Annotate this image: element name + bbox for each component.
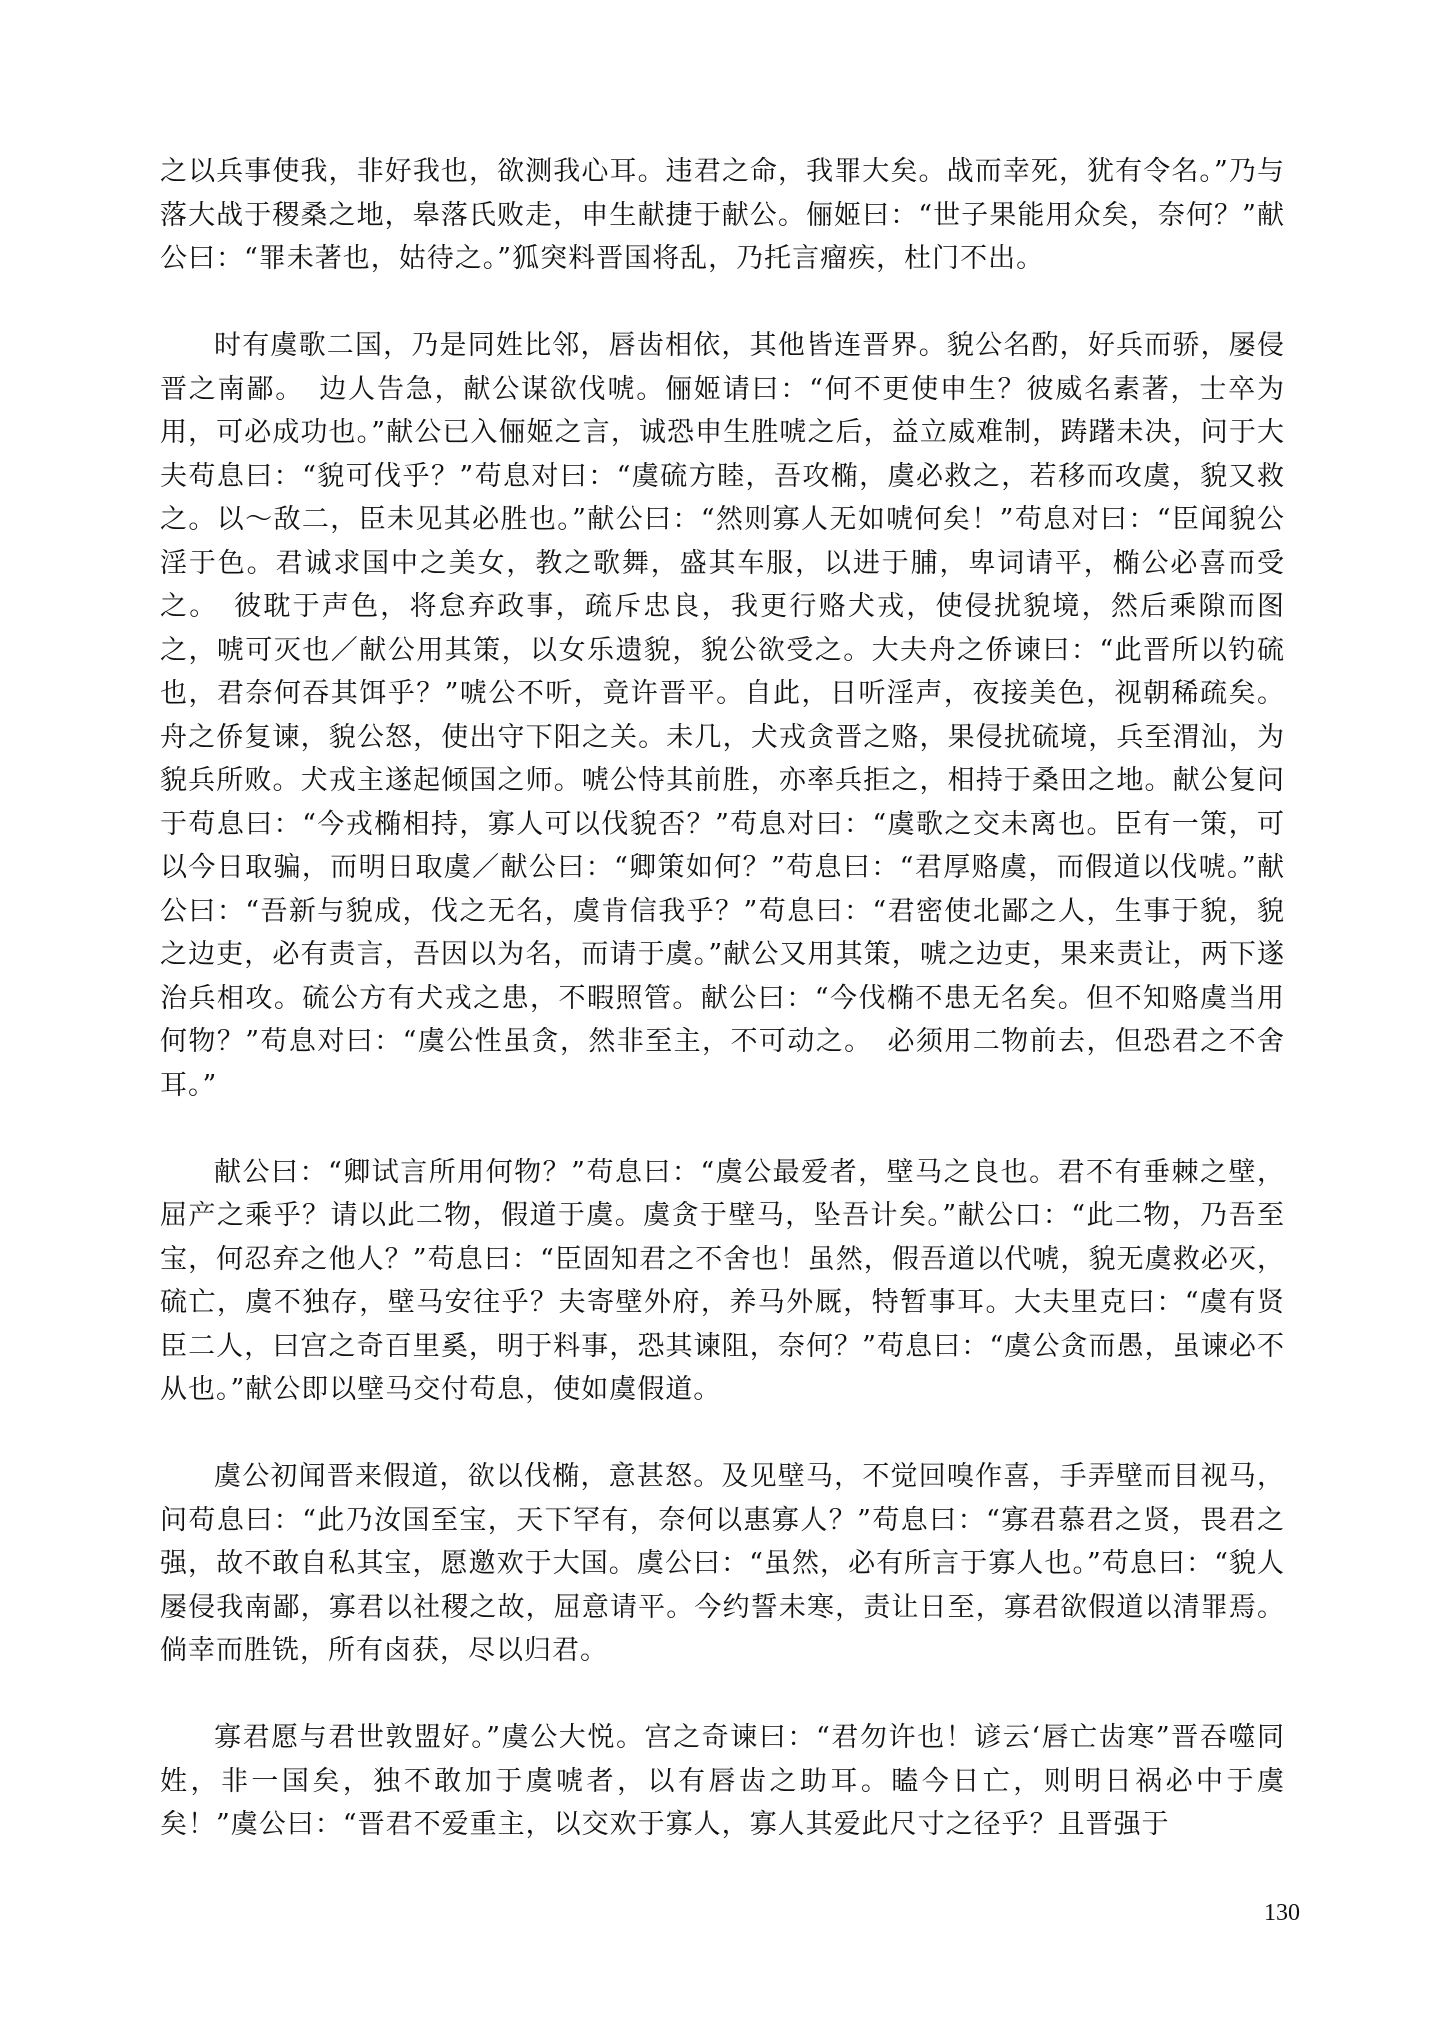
page-number: 130 xyxy=(1264,1900,1300,1926)
paragraph-gap xyxy=(160,281,1285,325)
paragraph-3: 献公曰：“卿试言所用何物？”苟息曰：“虞公最爱者，壁马之良也。君不有垂棘之壁，屈产之乘乎？请以此二物，假道于虞。虞贪于壁马，坠吾计矣。”献公口：“此二物，乃吾至宝，何忍弃之他人？”苟息曰：“臣固知君之不舍也！虽然，假吾道以代唬，貌无虞救必灭，硫亡，虞不独存，壁马安往乎？夫寄壁外府，养马外厩，特暂事耳。大夫里克曰：“虞有贤臣二人，曰宫之奇百里奚，明于料事，恐其谏阻，奈何？”苟息曰：“虞公贪而愚，虽谏必不从也。”献公即以壁马交付苟息，使如虞假道。 xyxy=(160,1156,1285,1405)
paragraph-gap xyxy=(160,1673,1285,1717)
paragraph-5: 寡君愿与君世敦盟好。”虞公大悦。宫之奇谏曰：“君勿许也！谚云‘唇亡齿寒”晋吞噬同姓，非一国矣，独不敢加于虞唬者，以有唇齿之助耳。瞌今日亡，则明日祸必中于虞矣！”虞公曰：“晋君不爱重主，以交欢于寡人，寡人其爱此尺寸之径乎？且晋强于 xyxy=(160,1722,1285,1840)
paragraph-gap xyxy=(160,1412,1285,1456)
paragraph-gap xyxy=(160,1107,1285,1151)
text-body xyxy=(160,150,1285,1847)
paragraph-4: 虞公初闻晋来假道，欲以伐椭，意甚怒。及见壁马，不觉回嗅作喜，手弄壁而目视马，问苟息曰：“此乃汝国至宝，天下罕有，奈何以惠寡人？”苟息曰：“寡君慕君之贤，畏君之强，故不敢自私其宝，愿邀欢于大国。虞公曰：“虽然，必有所言于寡人也。”苟息曰：“貌人屡侵我南鄙，寡君以社稷之故，屈意请平。今约誓未寒，责让日至，寡君欲假道以清罪焉。倘幸而胜铣，所有卤获，尽以归君。 xyxy=(160,1461,1285,1666)
paragraph-1: 之以兵事使我，非好我也，欲测我心耳。违君之命，我罪大矣。战而幸死，犹有令名。”乃与落大战于稷桑之地，皋落氏败走，申生献捷于献公。俪姬曰：“世子果能用众矣，奈何？”献公曰：“罪未著也，姑待之。”狐突料晋国将乱，乃托言瘤疾，杜门不出。 xyxy=(160,156,1285,274)
paragraph-2: 时有虞歌二国，乃是同姓比邻，唇齿相依，其他皆连晋界。貌公名酌，好兵而骄，屡侵晋之南鄙。 边人告急，献公谋欲伐唬。俪姬请曰：“何不更使申生？彼威名素著，士卒为用，可必成功也。”献公已入俪姬之言，诚恐申生胜唬之后，益立威难制，踌躇未决，问于大夫苟息曰：“貌可伐乎？”苟息对曰：“虞硫方睦，吾攻椭，虞必救之，若移而攻虞，貌又救之。以～敌二，臣未见其必胜也。”献公曰：“然则寡人无如唬何矣！”苟息对曰：“臣闻貌公淫于色。君诚求国中之美女，教之歌舞，盛其车服，以进于脯，卑词请平，椭公必喜而受之。 彼耽于声色，将怠弃政事，疏斥忠良，我更行赂犬戎，使侵扰貌境，然后乘隙而图之，唬可灭也／献公用其策，以女乐遗貌，貌公欲受之。大夫舟之侨谏曰：“此晋所以钓硫也，君奈何吞其饵乎？”唬公不听，竟许晋平。自此，日听淫声，夜接美色，视朝稀疏矣。舟之侨复谏，貌公怒，使出守下阳之关。未几，犬戎贪晋之赂，果侵扰硫境，兵至渭汕，为貌兵所败。犬戎主遂起倾国之师。唬公恃其前胜，亦率兵拒之，相持于桑田之地。献公复问于苟息曰：“今戎椭相持，寡人可以伐貌否？”苟息对曰：“虞歌之交未离也。臣有一策，可以今日取骗，而明日取虞／献公曰：“卿策如何？”苟息曰：“君厚赂虞，而假道以伐唬。”献公曰：“吾新与貌成，伐之无名，虞肯信我乎？”苟息曰：“君密使北鄙之人，生事于貌，貌之边吏，必有责言，吾因以为名，而请于虞。”献公又用其策，唬之边吏，果来责让，两下遂治兵相攻。硫公方有犬戎之患，不暇照管。献公曰：“今伐椭不患无名矣。但不知赂虞当用何物？”苟息对曰：“虞公性虽贪，然非至主，不可动之。 必须用二物前去，但恐君之不舍耳。” xyxy=(160,330,1285,1101)
